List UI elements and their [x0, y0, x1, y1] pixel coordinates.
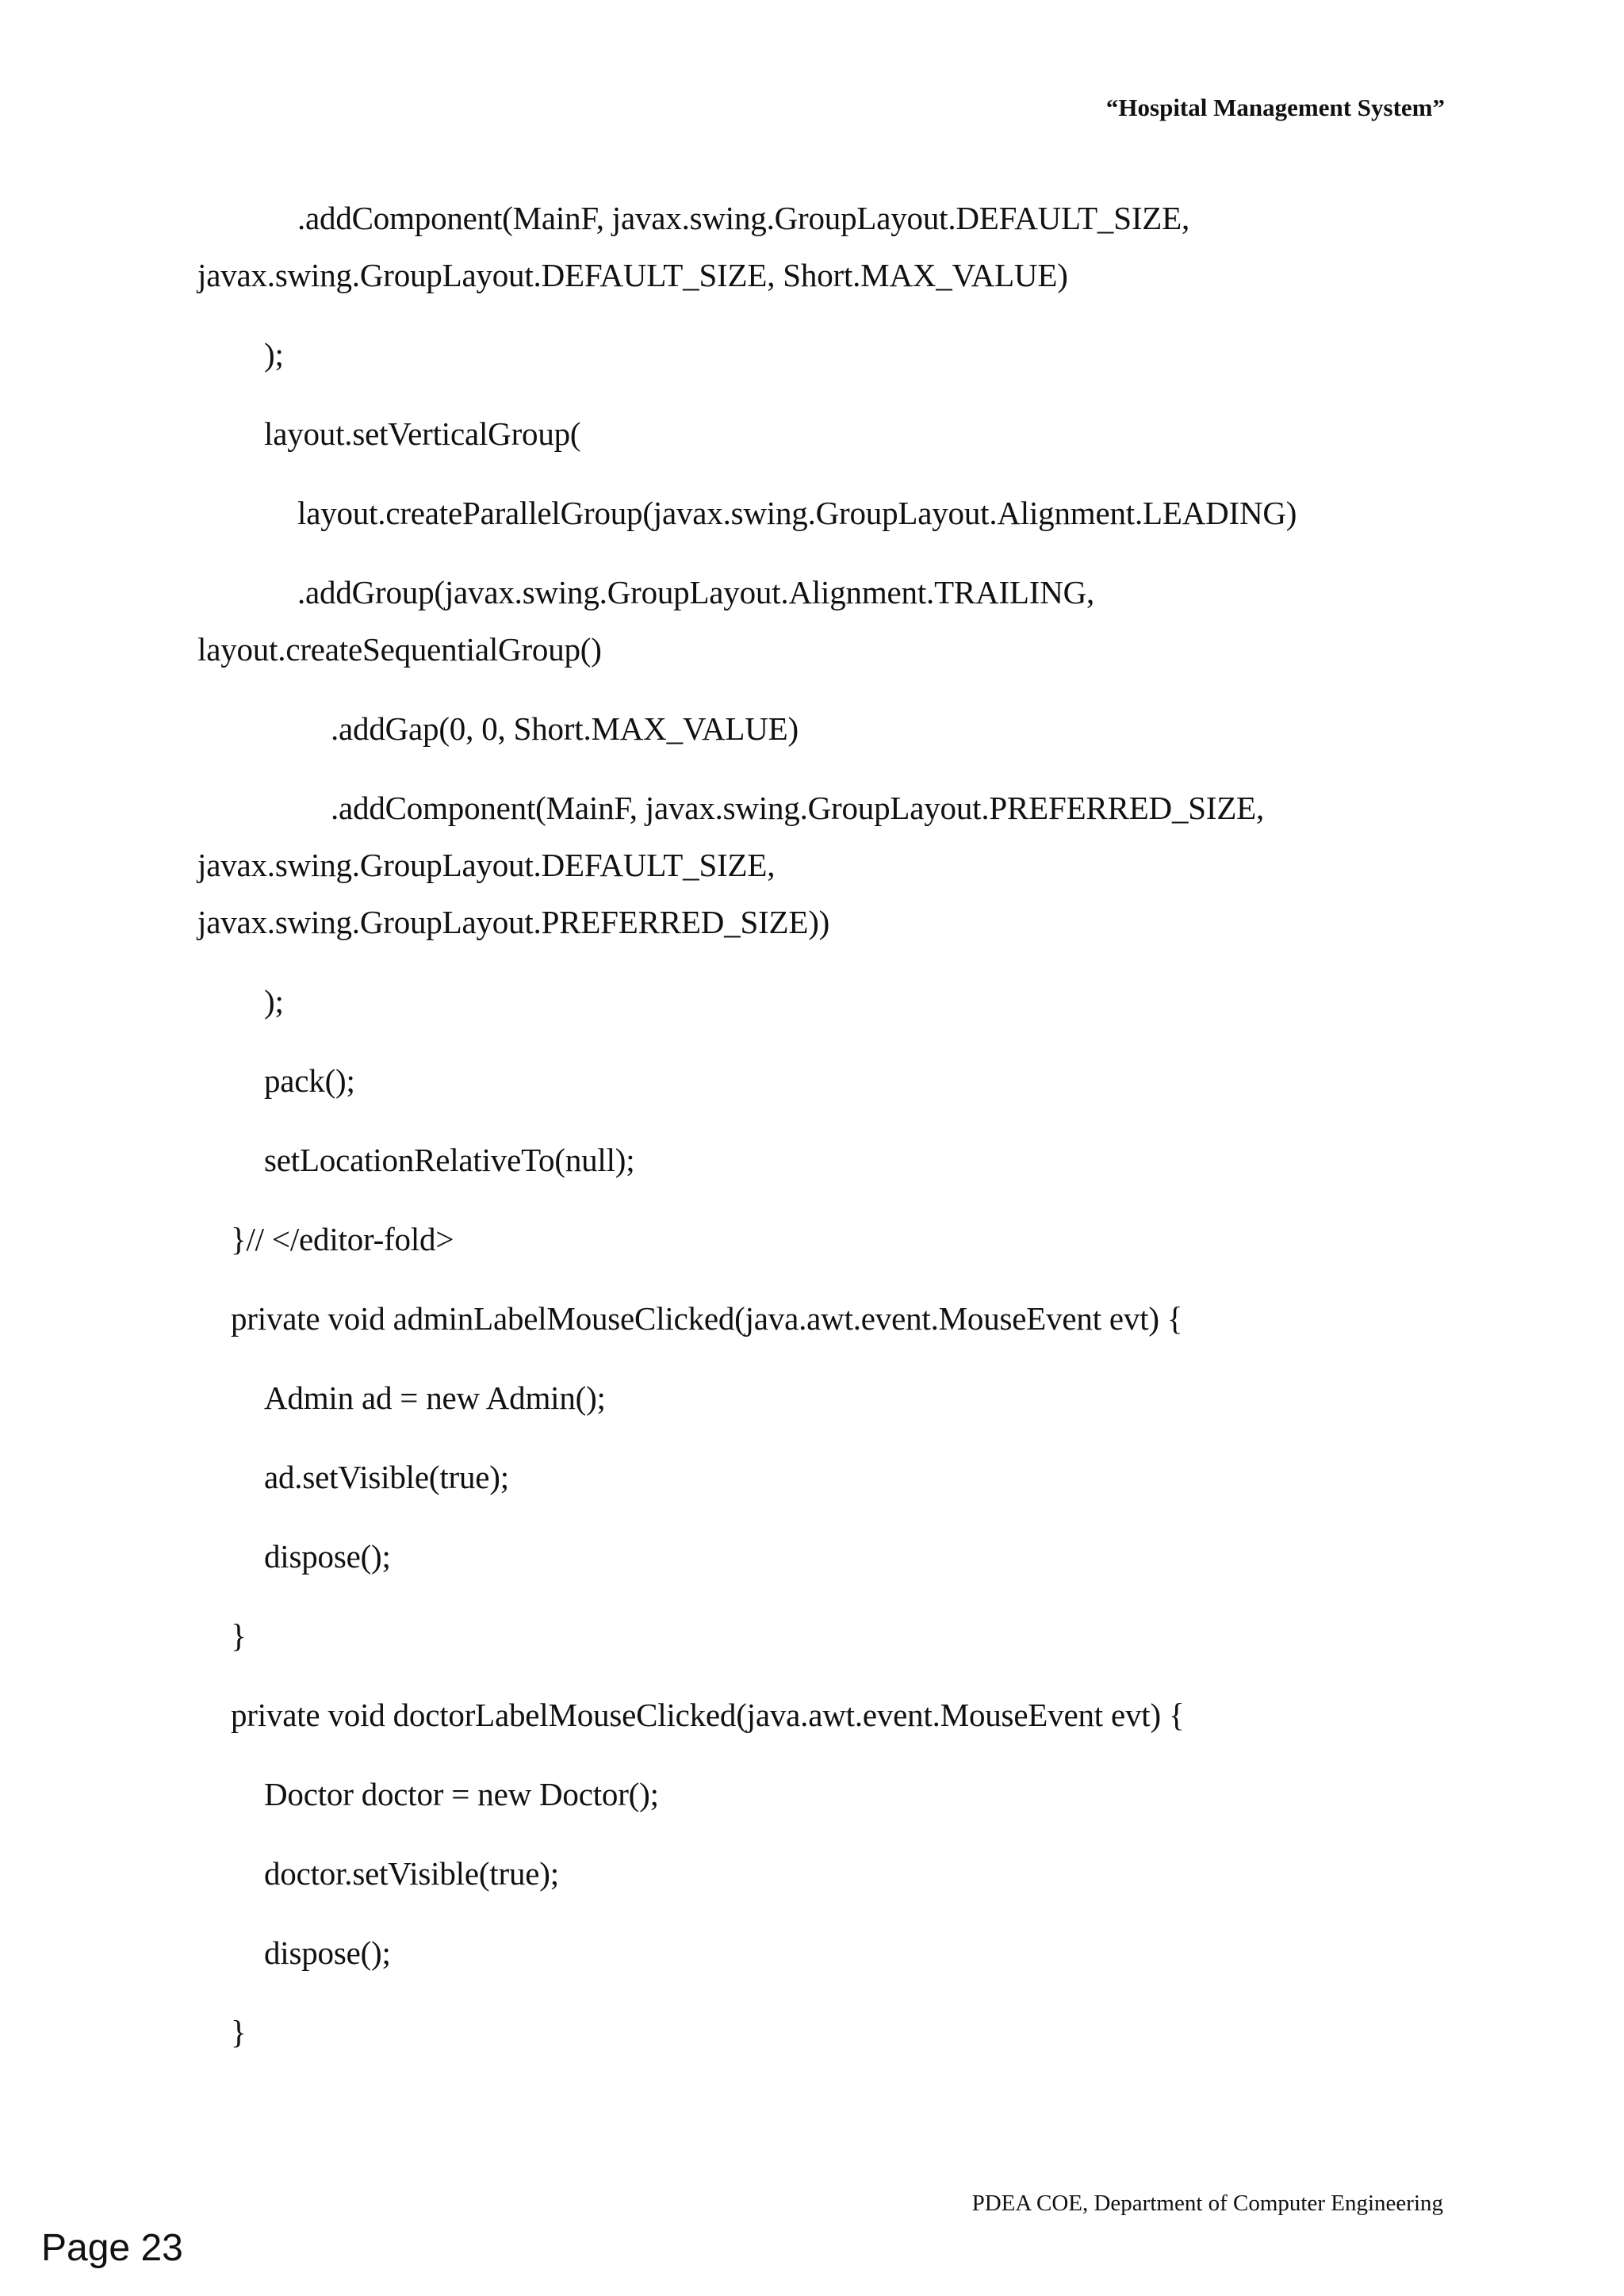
- code-line: layout.createSequentialGroup(): [197, 631, 602, 668]
- code-line: Admin ad = new Admin();: [264, 1380, 606, 1416]
- footer-department: PDEA COE, Department of Computer Engineering: [971, 2191, 1443, 2216]
- code-line: setLocationRelativeTo(null);: [264, 1142, 635, 1178]
- code-line: ad.setVisible(true);: [264, 1459, 509, 1495]
- code-line: .addComponent(MainF, javax.swing.GroupLayout.DEFAULT_SIZE,: [297, 200, 1190, 236]
- code-line: javax.swing.GroupLayout.PREFERRED_SIZE)): [197, 904, 830, 940]
- code-line: );: [264, 983, 284, 1020]
- code-line: pack();: [264, 1062, 355, 1099]
- code-line: Doctor doctor = new Doctor();: [264, 1776, 659, 1812]
- code-line: dispose();: [264, 1538, 391, 1575]
- code-line: layout.createParallelGroup(javax.swing.GroupLayout.Alignment.LEADING): [297, 495, 1297, 531]
- code-line: .addGap(0, 0, Short.MAX_VALUE): [331, 710, 799, 747]
- document-header-title: “Hospital Management System”: [1105, 94, 1445, 121]
- code-line: .addComponent(MainF, javax.swing.GroupLayout.PREFERRED_SIZE,: [331, 790, 1265, 826]
- code-line: layout.setVerticalGroup(: [264, 415, 581, 452]
- code-line: .addGroup(javax.swing.GroupLayout.Alignment.TRAILING,: [297, 574, 1095, 610]
- code-line: dispose();: [264, 1934, 391, 1971]
- page-number: Page 23: [41, 2227, 183, 2269]
- code-line: doctor.setVisible(true);: [264, 1855, 559, 1892]
- code-line: javax.swing.GroupLayout.DEFAULT_SIZE,: [197, 847, 776, 883]
- code-line: private void doctorLabelMouseClicked(java.awt.event.MouseEvent evt) {: [231, 1697, 1185, 1733]
- code-line: }: [231, 2014, 247, 2050]
- code-line: private void adminLabelMouseClicked(java.awt.event.MouseEvent evt) {: [231, 1300, 1183, 1337]
- code-line: javax.swing.GroupLayout.DEFAULT_SIZE, Short.MAX_VALUE): [197, 257, 1068, 293]
- code-line: }// </editor-fold>: [231, 1221, 454, 1257]
- code-line: );: [264, 336, 284, 373]
- code-line: }: [231, 1617, 247, 1654]
